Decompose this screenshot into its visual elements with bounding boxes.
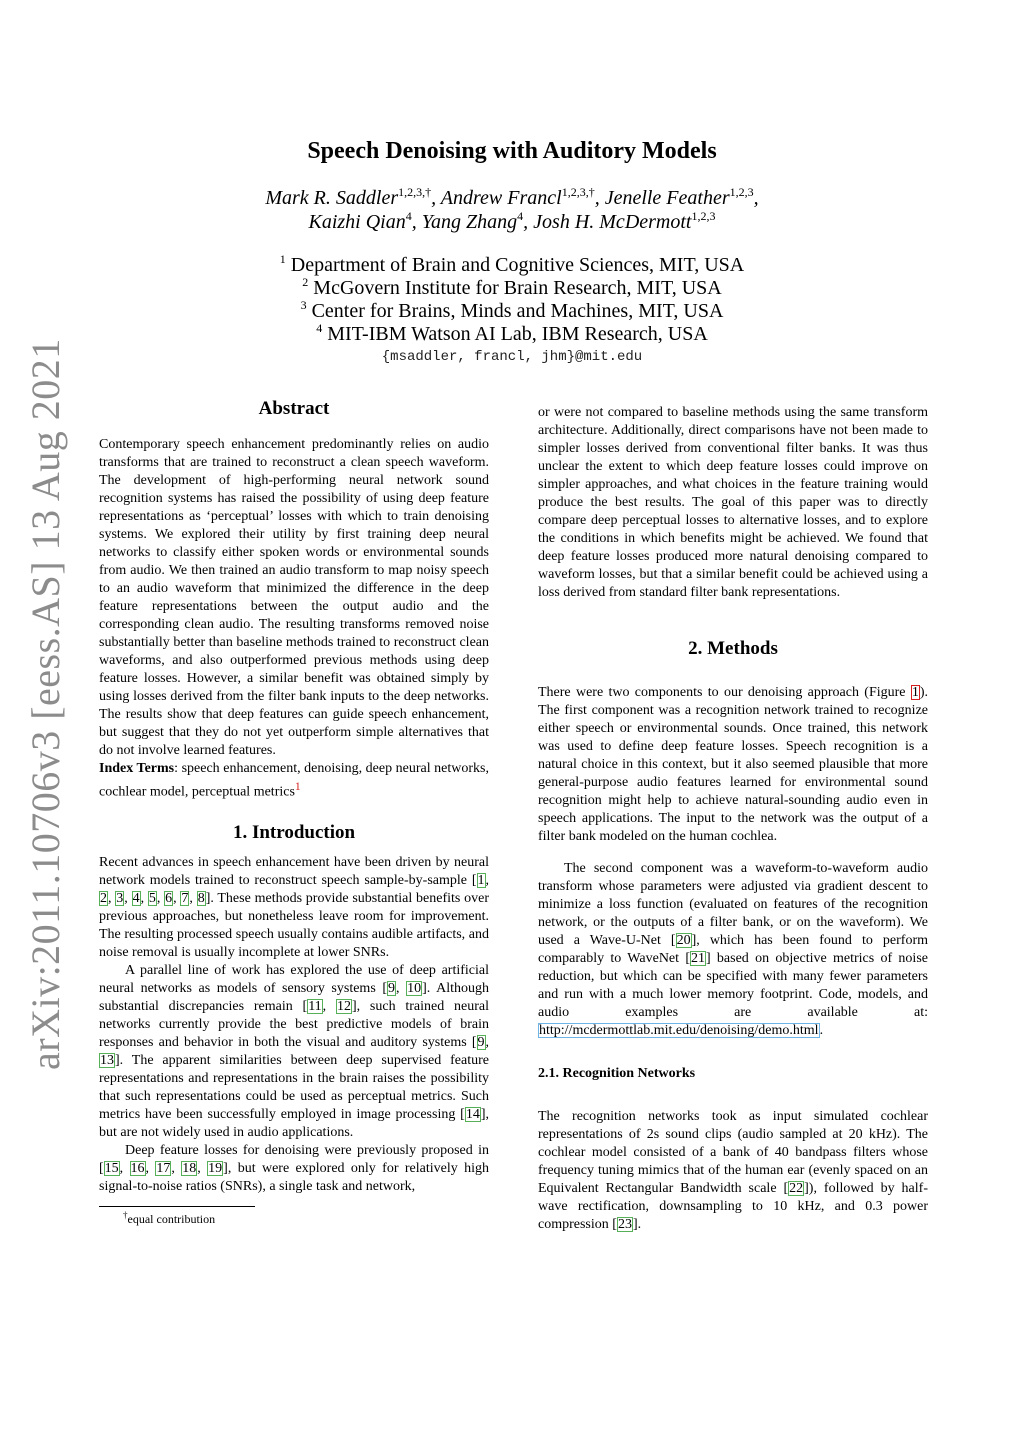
text-run: The recognition networks took as input simulated cochlear representations of 2s sound clips (audio sampled at 20 kHz). The cochlear model consisted of a bank of 40 bandpass filters whose frequency tuning mimics that of the human ear (evenly spaced on an Equivalent Rectangular Bandwidth scale [ — [538, 1109, 928, 1196]
text-run: ], such trained neural networks currently provide the best predictive models of brain responses and behavior in both the visual and auditory systems [ — [99, 998, 489, 1050]
index-terms-text: : speech enhancement, denoising, deep neural networks, cochlear model, perceptual metrics — [99, 761, 489, 800]
abstract-heading: Abstract — [258, 398, 330, 419]
citation-link[interactable]: 18 — [182, 1160, 197, 1176]
text-run: There were two components to our denoising approach (Figure — [538, 685, 911, 700]
citation-link[interactable]: 14 — [465, 1106, 480, 1122]
citation-link[interactable]: 21 — [690, 951, 705, 966]
index-terms — [99, 760, 489, 802]
text-run: ]), followed by half-wave rectification, downsampling to 10 kHz, and 0.3 power compression [ — [538, 1181, 928, 1232]
author-affil-sup: 4 — [405, 209, 412, 223]
author-name: Jenelle Feather — [604, 187, 730, 209]
footnote — [99, 1207, 489, 1227]
citation-link[interactable]: 1 — [477, 872, 485, 888]
affiliation-item — [0, 300, 1024, 323]
text-run: ], which has been found to perform comparably to WaveNet [ — [538, 933, 928, 966]
author-affil-sup: 1,2,3,† — [398, 185, 432, 199]
citation-link[interactable]: 5 — [148, 890, 156, 906]
citation-link[interactable]: 6 — [165, 890, 173, 906]
affiliation-item — [0, 277, 1024, 300]
intro-paragraph-3: Deep feature losses for denoising were previously proposed in [15, 16, 17, 18, 19], but were explored only for relatively high signal-to-noise ratios (SNRs), a single task and network, — [99, 1142, 489, 1194]
text-run: ]. — [632, 1217, 642, 1232]
index-terms-label: Index Terms — [99, 761, 175, 776]
text-run: ]. The apparent similarities between deep supervised feature representations and representations in the brain raises the possibility that such representations could be used as perceptual metrics. Such metrics have been successfully employed in image processing [ — [99, 1052, 489, 1122]
text-run: ], but were explored only for relatively high signal-to-noise ratios (SNRs), a single task and network, — [99, 1160, 489, 1194]
author-name: Mark R. Saddler — [265, 187, 399, 209]
affiliation-num: 2 — [302, 275, 309, 289]
intro-paragraph-1: Recent advances in speech enhancement have been driven by neural network models trained to reconstruct speech sample-by-sample [1, 2, 3, 4, 5, 6, 7, 8]. These methods provide substantial benefits over previous approaches, but nonetheless leave room for improvement. The resulting processed speech usually contains audible artifacts, and noise removal is usually incomplete at lower SNRs. — [99, 854, 489, 960]
author-sep: , — [753, 187, 759, 209]
citation-link[interactable]: 19 — [208, 1160, 223, 1176]
citation-link[interactable]: 9 — [477, 1034, 485, 1050]
text-run: ). The first component was a recognition network trained to recognize either speech or environmental sounds. Once trained, this network was used to define deep feature losses. Speech recognition is a natural choice in this context, but it also seemed plausible that more general-purpose audio features learned for environmental sound recognition might help to achieve natural-sounding audio even in speech applications. The input to the network was the output of a filter bank modeled on the human cochlea. — [538, 685, 928, 844]
author-sep: , — [594, 187, 605, 209]
citation-link[interactable]: 13 — [100, 1052, 114, 1068]
affiliation-num: 1 — [279, 252, 286, 266]
footnote-marker[interactable]: 1 — [294, 780, 301, 793]
footnote-sup: † — [123, 1209, 128, 1220]
author-sep: , — [431, 187, 441, 209]
affiliation-text: McGovern Institute for Brain Research, MIT, USA — [313, 277, 722, 299]
affiliation-text: Center for Brains, Minds and Machines, MIT, USA — [311, 300, 724, 322]
text-run: ]. These methods provide substantial benefits over previous approaches, but nonetheless leave room for improvement. The resulting processed speech usually contains audible artifacts, and noise removal is usually incomplete at lower SNRs. — [99, 890, 489, 960]
citation-link[interactable]: 17 — [156, 1160, 171, 1176]
author-line-1 — [0, 186, 1024, 210]
affiliation-item — [0, 254, 1024, 277]
affiliation-num: 3 — [300, 298, 307, 312]
author-name: Yang Zhang — [421, 211, 518, 233]
text-run: ], but are not widely used in audio applications. — [99, 1106, 489, 1140]
citation-link[interactable]: 3 — [116, 890, 124, 906]
citation-link[interactable]: 9 — [388, 980, 396, 996]
methods-paragraph-2 — [538, 860, 928, 1040]
citation-link[interactable]: 15 — [104, 1160, 119, 1176]
methods-paragraph-1 — [538, 684, 928, 846]
paper-title: Speech Denoising with Auditory Models — [307, 138, 717, 164]
text-run: . — [819, 1023, 824, 1038]
citation-link[interactable]: 11 — [308, 998, 322, 1014]
citation-link[interactable]: 4 — [132, 890, 140, 906]
citation-link[interactable]: 12 — [336, 998, 351, 1014]
author-line-2 — [0, 210, 1024, 234]
affiliation-num: 4 — [316, 321, 323, 335]
text-run: The second component was a waveform-to-waveform audio transform whose parameters were adjusted via gradient descent to minimize a loss function (evaluated on features of the recognition network, or the outputs of a filter bank, or on the waveform). We used a Wave-U-Net [ — [538, 861, 928, 948]
figure-reference-link[interactable]: 1 — [911, 685, 919, 700]
right-column — [538, 404, 928, 1234]
intro-paragraph-2: A parallel line of work has explored the use of deep artificial neural networks as models of sensory systems [9, 10]. Although substantial discrepancies remain [11, 12], such trained neural networks currently provide the best predictive models of brain responses and behavior in both the visual and auditory systems [9, 13]. The apparent similarities between deep supervised feature representations and representations in the brain raises the possibility that such representations could be used as perceptual metrics. Such metrics have been successfully employed in image processing [14], but are not widely used in audio applications. — [99, 962, 490, 1140]
citation-link[interactable]: 7 — [181, 890, 189, 906]
citation-link[interactable]: 22 — [789, 1181, 804, 1196]
text-run: A parallel line of work has explored the use of deep artificial neural networks as models of sensory systems [ — [99, 962, 489, 996]
citation-link[interactable]: 23 — [617, 1217, 632, 1232]
affiliation-list — [0, 254, 1024, 346]
author-name: Andrew Francl — [440, 187, 562, 209]
left-column — [99, 398, 489, 1227]
affiliation-text: MIT-IBM Watson AI Lab, IBM Research, USA — [327, 323, 708, 345]
author-sep: , — [411, 211, 422, 233]
methods-heading: 2. Methods — [688, 638, 778, 659]
author-affil-sup: 4 — [517, 209, 524, 223]
citation-link[interactable]: 16 — [130, 1160, 145, 1176]
abstract-text: Contemporary speech enhancement predominantly relies on audio transforms that are trained to reconstruct a clean speech waveform. The development of high-performing neural network sound recognition systems has raised the possibility of using deep feature representations as ‘perceptual’ losses with which to train denoising systems. We explored their utility by first training deep neural networks to classify either spoken words or environmental sounds from audio. We then trained an audio transform to map noisy speech to an audio waveform that minimized the difference in the deep feature representations between the output audio and the corresponding clean audio. The resulting transforms removed noise substantially better than baseline methods trained to reconstruct clean waveforms, and also outperformed previous methods using deep feature losses. However, a similar benefit was obtained simply by using losses derived from the filter bank inputs to the deep networks. The results show that deep features can guide speech enhancement, but suggest that they do not yet outperform simple alternatives that do not involve learned features. — [99, 437, 489, 758]
author-list — [0, 186, 1024, 234]
text-run: Recent advances in speech enhancement have been driven by neural network models trained to reconstruct speech sample-by-sample [ — [99, 854, 489, 888]
text-run: ] based on objective metrics of noise reduction, but which can be specified with many fewer parameters and run with a much lower memory footprint. Code, models, and audio examples are available at: — [538, 951, 928, 1020]
arxiv-stamp: arXiv:2011.10706v3 [eess.AS] 13 Aug 2021 — [23, 338, 68, 1070]
text-run: ]. Although substantial discrepancies remain [ — [99, 980, 490, 1014]
citation-link[interactable]: 20 — [676, 933, 691, 948]
demo-url-link[interactable]: http://mcdermottlab.mit.edu/denoising/demo.html — [539, 1023, 819, 1038]
recognition-paragraph — [538, 1108, 928, 1234]
citation-link[interactable]: 8 — [197, 890, 205, 906]
author-email: {msaddler, francl, jhm}@mit.edu — [381, 349, 643, 365]
citation-link[interactable]: 2 — [100, 890, 107, 906]
citation-link[interactable]: 10 — [407, 980, 422, 996]
recognition-networks-heading: 2.1. Recognition Networks — [538, 1066, 696, 1081]
footnote-text: equal contribution — [127, 1211, 216, 1226]
author-affil-sup: 1,2,3 — [691, 209, 716, 223]
intro-heading: 1. Introduction — [232, 821, 356, 843]
affiliation-item — [0, 323, 1024, 346]
author-name: Josh H. McDermott — [533, 211, 692, 233]
author-name: Kaizhi Qian — [308, 211, 406, 233]
affiliation-text: Department of Brain and Cognitive Sciences, MIT, USA — [290, 254, 745, 276]
intro-continued-paragraph: or were not compared to baseline methods using the same transform architecture. Additionally, direct comparisons have not been made to simpler losses derived from conventional filter banks. It was thus unclear the extent to which deep feature losses could improve on simpler approaches, and what choices in the feature training would produce the best results. The goal of this paper was to directly compare deep perceptual losses to alternative losses, and to explore the conditions in which benefits might be achieved. We found that deep feature losses produced more natural denoising compared to waveform losses, but that a similar benefit could be achieved using a loss derived from standard filter bank representations. — [538, 405, 928, 600]
author-affil-sup: 1,2,3 — [729, 185, 754, 199]
text-run: Deep feature losses for denoising were previously proposed in [ — [99, 1142, 489, 1176]
author-sep: , — [523, 211, 534, 233]
author-affil-sup: 1,2,3,† — [561, 185, 595, 199]
